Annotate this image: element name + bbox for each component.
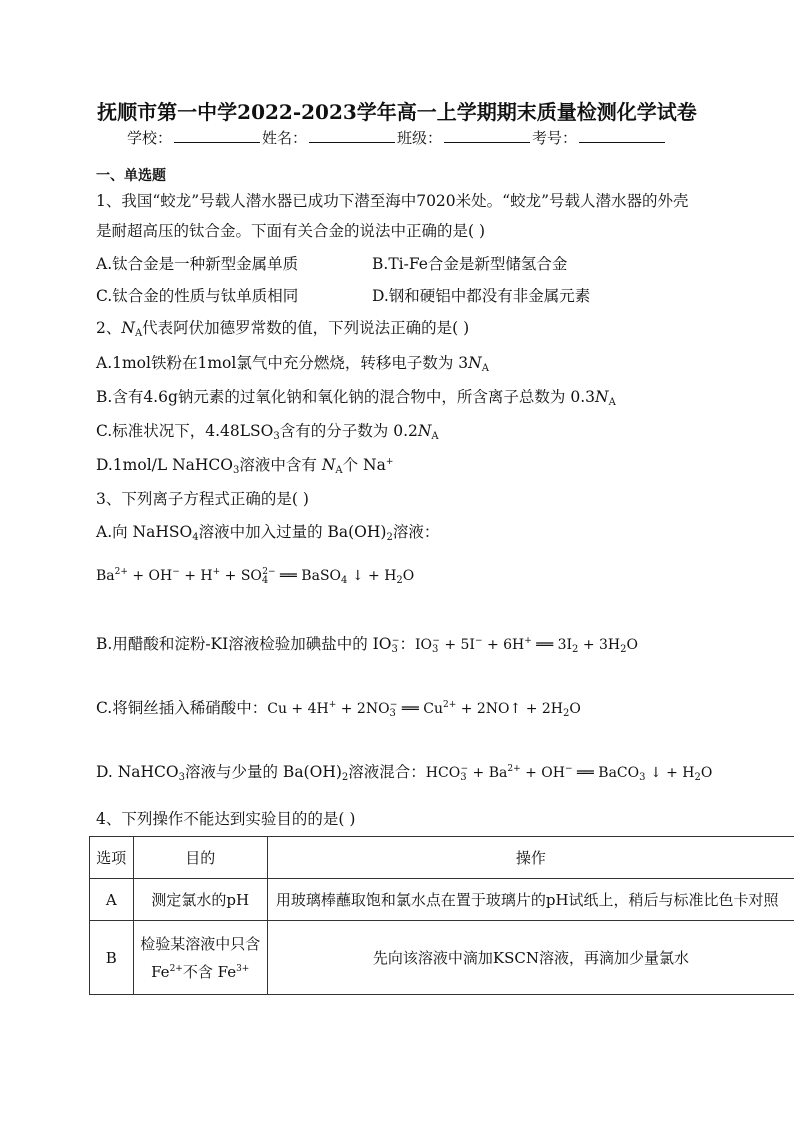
q3-a-text2: 溶液中加入过量的 Ba(OH) xyxy=(198,523,387,541)
q3-option-c xyxy=(96,696,581,718)
table-header-row xyxy=(90,837,794,879)
header-option: 选项 xyxy=(90,837,134,879)
q1-option-c: C.钛合金的性质与钛单质相同 xyxy=(96,287,299,305)
q2-option-d xyxy=(96,453,393,475)
sup-plus: + xyxy=(385,457,394,467)
name-blank[interactable] xyxy=(309,128,395,143)
q2-c-text: C.标准状况下，4.48LSO xyxy=(96,422,274,440)
q2-c-text2: 含有的分子数为 xyxy=(279,422,389,440)
q1-line2: 是耐超高压的钛合金。下面有关合金的说法中正确的是( ) xyxy=(96,222,486,240)
na-subscript: A xyxy=(335,465,343,476)
na-subscript: A xyxy=(481,363,489,374)
row-b-goal-line1: 检验某溶液中只含 xyxy=(140,934,261,953)
na-subscript: A xyxy=(431,431,439,442)
sub-3: 3 xyxy=(273,431,280,442)
q3-d-text2: 溶液与少量的 Ba(OH) xyxy=(185,763,342,781)
na-symbol: N xyxy=(417,422,432,440)
q4-stem: 4、下列操作不能达到实验目的的是( ) xyxy=(96,810,356,828)
q3-d-text3: 溶液混合： xyxy=(348,763,426,781)
na-symbol: N xyxy=(595,388,609,406)
q3-option-d: D. NaHCO$_3$溶液与少量的 $Ba(OH)_2$溶液混合：$HCO_3^- + Ba^{2+} + OH^-$ ══ BaCO$_3$ ↓ + $H_2O$ xyxy=(96,763,713,783)
table-row xyxy=(90,879,794,921)
q3-stem: 3、下列离子方程式正确的是( ) xyxy=(96,490,309,508)
q2-d-text2: 溶液中含有 xyxy=(239,456,317,474)
q3-a-text: A.向 NaHSO xyxy=(96,523,193,541)
q3-option-b: B.用醋酸和淀粉-KI溶液检验加碘盐中的 $IO_3^-$：$IO_3^- + 5I^- + 6H^+$ ══ $3I_2 + 3H_2O$ xyxy=(96,635,638,655)
na-symbol: N xyxy=(121,319,135,337)
fe-symbol: Fe xyxy=(151,962,170,981)
q2-stem-text: 代表阿伏加德罗常数的值，下列说法正确的是( ) xyxy=(142,319,470,337)
student-info-line xyxy=(0,127,794,148)
q3-option-a xyxy=(96,520,439,542)
school-blank[interactable] xyxy=(174,128,260,143)
row-b-option: B xyxy=(90,921,134,995)
q2-b-val: 0.3 xyxy=(570,388,595,406)
q3-c-text: C.将铜丝插入稀硝酸中： xyxy=(96,699,268,717)
school-label: 学校： xyxy=(126,129,172,147)
q2-a-val: 3 xyxy=(458,354,469,372)
exam-title: 抚顺市第一中学2022-2023学年高一上学期期末质量检测化学试卷 xyxy=(97,100,697,124)
q4-table xyxy=(89,836,794,995)
exam-no-label: 考号： xyxy=(532,129,578,147)
q2-d-text3: 个 Na xyxy=(342,456,386,474)
q2-number: 2、 xyxy=(96,319,122,337)
q1-option-a: A.钛合金是一种新型金属单质 xyxy=(96,255,299,273)
header-goal: 目的 xyxy=(133,837,267,879)
q2-option-b xyxy=(96,385,616,407)
q2-stem xyxy=(96,316,469,338)
q2-option-c xyxy=(96,419,439,441)
q3-a-equation: $Ba^{2+} + OH^- + H^+ + SO_4^{2-}$ ══ BaSO$_4$ ↓ + $H_2O$ xyxy=(96,567,415,586)
class-blank[interactable] xyxy=(444,128,530,143)
na-symbol: N xyxy=(468,354,482,372)
row-a-goal: 测定氯水的pH xyxy=(133,879,267,921)
q3-d-text: D. NaHCO xyxy=(96,763,179,781)
na-subscript: A xyxy=(134,328,143,339)
exam-no-blank[interactable] xyxy=(579,128,665,143)
table-row xyxy=(90,921,794,995)
sub-4: 4 xyxy=(192,532,199,543)
na-symbol: N xyxy=(321,456,336,474)
row-a-operation: 用玻璃棒蘸取饱和氯水点在置于玻璃片的pH试纸上，稍后与标准比色卡对照 xyxy=(267,879,794,921)
q1-option-d: D.钢和硬铝中都没有非金属元素 xyxy=(372,287,591,305)
q2-d-text: D.1mol/L NaHCO xyxy=(96,456,233,474)
name-label: 姓名： xyxy=(261,129,307,147)
q1-line1: 1、我国“蛟龙”号载人潜水器已成功下潜至海中7020米处。“蛟龙”号载人潜水器的外壳 xyxy=(96,192,689,210)
sub-3: 3 xyxy=(232,465,240,476)
section-heading: 一、单选题 xyxy=(96,168,166,184)
q3-b-equation: $IO_3^- + 5I^- + 6H^+$ ══ $3I_2 + 3H_2O$ xyxy=(414,636,638,655)
q3-d-equation: $HCO_3^- + Ba^{2+} + OH^-$ ══ BaCO$_3$ ↓ + $H_2O$ xyxy=(425,764,713,783)
q2-option-a xyxy=(96,351,489,373)
class-label: 班级： xyxy=(397,129,443,147)
q2-b-text: B.含有4.6g钠元素的过氧化钠和氧化钠的混合物中，所含离子总数为 xyxy=(96,388,566,406)
sub-2: 2 xyxy=(386,532,393,543)
q3-c-equation: $Cu + 4H^+ + 2NO_3^-$ ══ $Cu^{2+}$ + 2NO↑ + $2H_2O$ xyxy=(267,700,581,719)
header-operation: 操作 xyxy=(267,837,794,879)
q2-c-val: 0.2 xyxy=(393,422,418,440)
row-b-operation: 先向该溶液中滴加KSCN溶液，再滴加少量氯水 xyxy=(267,921,794,995)
row-b-goal xyxy=(133,921,267,995)
row-a-option: A xyxy=(90,879,134,921)
q2-a-text: A.1mol铁粉在1mol氯气中充分燃烧，转移电子数为 xyxy=(96,354,454,372)
na-subscript: A xyxy=(608,397,616,408)
q3-a-text3: 溶液： xyxy=(392,523,440,541)
q3-b-text: B.用醋酸和淀粉-KI溶液检验加碘盐中的 IO xyxy=(96,635,392,653)
row-b-goal-line2: $Fe^{2+}$不含 $Fe^{3+}$ xyxy=(151,962,250,981)
fe-text: 不含 Fe xyxy=(182,962,237,981)
q1-option-b: B.Ti-Fe合金是新型储氢合金 xyxy=(372,255,568,273)
